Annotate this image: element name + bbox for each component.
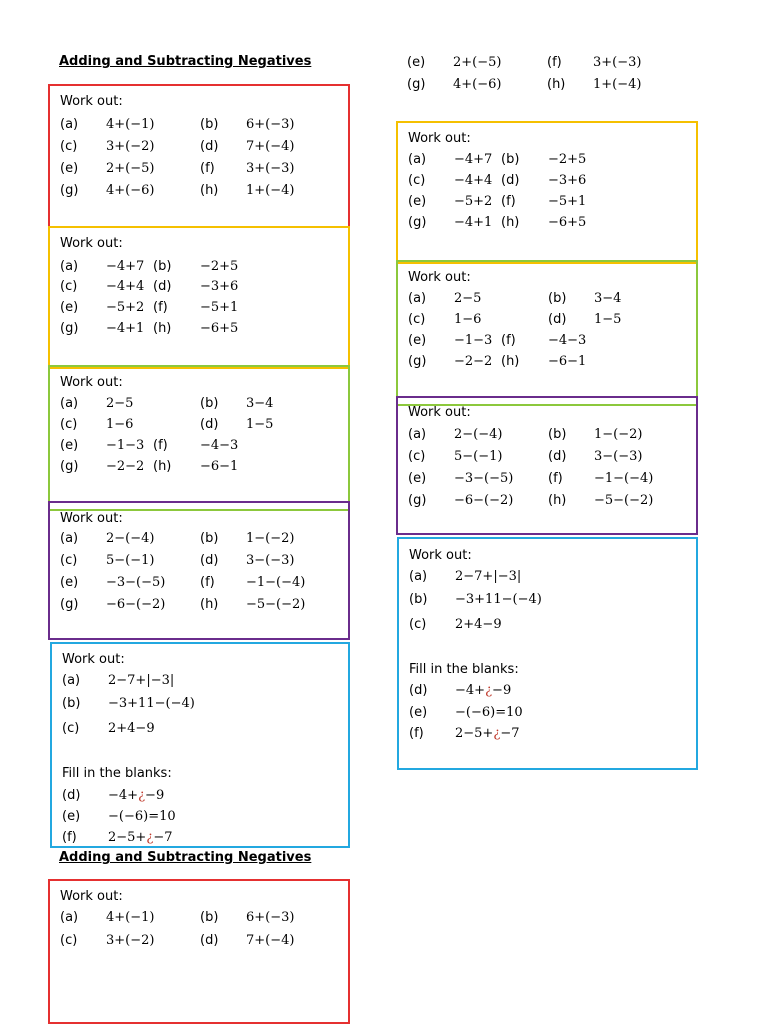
- expression-text: −4+7: [106, 259, 145, 274]
- expression-text: −2−2: [454, 354, 493, 369]
- expression-text: 7+(−4): [246, 933, 295, 948]
- question-label: (d): [501, 173, 520, 188]
- question-label: (a): [60, 531, 79, 546]
- question-label: (f): [547, 55, 562, 70]
- question-label: (b): [200, 531, 219, 546]
- expression-text: 2+4−9: [108, 721, 155, 736]
- expression-text: 2−7+|−3|: [455, 569, 522, 584]
- expression-text: −5−(−2): [246, 597, 306, 612]
- question-label: (d): [200, 933, 219, 948]
- expression-text: −(−6)=10: [455, 705, 523, 720]
- expression-text: 6+(−3): [246, 910, 295, 925]
- exercise-box-subtracting-negatives: [48, 501, 350, 640]
- expression-text: −7: [500, 726, 520, 741]
- question-label: (d): [153, 279, 172, 294]
- question-label: (a): [60, 117, 79, 132]
- expression-text: 7+(−4): [246, 139, 295, 154]
- question-label: (g): [408, 493, 427, 508]
- expression-text: −3−(−5): [454, 471, 514, 486]
- question-label: (f): [548, 471, 563, 486]
- question-label: (g): [60, 183, 79, 198]
- expression-text: −3+6: [200, 279, 239, 294]
- work-out-heading: Work out:: [60, 375, 123, 390]
- expression-text: −(−6)=10: [108, 809, 176, 824]
- expression-text: −4+1: [454, 215, 493, 230]
- work-out-heading: Work out:: [60, 236, 123, 251]
- expression-text: [455, 683, 511, 698]
- expression-text: −4+1: [106, 321, 145, 336]
- expression-text: ¿: [485, 683, 493, 698]
- expression-text: −4+: [455, 683, 486, 698]
- question-label: (a): [60, 910, 79, 925]
- question-label: (g): [408, 354, 427, 369]
- question-label: (e): [60, 438, 79, 453]
- question-label: (h): [153, 459, 172, 474]
- question-label: (e): [408, 194, 427, 209]
- expression-text: −4−3: [200, 438, 239, 453]
- expression-text: −5−(−2): [594, 493, 654, 508]
- expression-text: −9: [492, 683, 512, 698]
- expression-text: −6+5: [200, 321, 239, 336]
- expression-text: 2−5+: [455, 726, 494, 741]
- question-label: (e): [408, 471, 427, 486]
- expression-text: [455, 726, 519, 741]
- question-label: (b): [200, 396, 219, 411]
- expression-text: −4+: [108, 788, 139, 803]
- expression-text: 6+(−3): [246, 117, 295, 132]
- expression-text: 3−(−3): [246, 553, 295, 568]
- expression-text: −4+4: [454, 173, 493, 188]
- expression-text: −5+1: [548, 194, 587, 209]
- question-label: (e): [60, 300, 79, 315]
- exercise-box-mixed: [50, 642, 350, 848]
- question-label: (g): [408, 215, 427, 230]
- expression-text: 2−5+: [108, 830, 147, 845]
- question-label: (c): [60, 139, 78, 154]
- work-out-heading: Work out:: [408, 405, 471, 420]
- question-label: (b): [200, 117, 219, 132]
- question-label: (f): [153, 438, 168, 453]
- expression-text: 2+(−5): [106, 161, 155, 176]
- expression-text: 4+(−6): [453, 77, 502, 92]
- expression-text: 2−(−4): [454, 427, 503, 442]
- expression-text: −5+2: [106, 300, 145, 315]
- question-label: (f): [62, 830, 77, 845]
- expression-text: −5+1: [200, 300, 239, 315]
- expression-text: −6−1: [200, 459, 239, 474]
- expression-text: −3+6: [548, 173, 587, 188]
- expression-text: ¿: [138, 788, 146, 803]
- question-label: (f): [200, 161, 215, 176]
- exercise-box-negative-start: [48, 226, 350, 369]
- expression-text: −1−(−4): [594, 471, 654, 486]
- expression-text: ¿: [493, 726, 501, 741]
- question-label: (a): [60, 259, 79, 274]
- question-label: (e): [60, 161, 79, 176]
- expression-text: 1−6: [106, 417, 134, 432]
- question-label: (d): [200, 139, 219, 154]
- question-label: (e): [407, 55, 426, 70]
- expression-text: −6−1: [548, 354, 587, 369]
- expression-text: −6−(−2): [106, 597, 166, 612]
- expression-text: 1+(−4): [593, 77, 642, 92]
- expression-text: −1−3: [454, 333, 493, 348]
- expression-text: 1−5: [594, 312, 622, 327]
- expression-text: 3−(−3): [594, 449, 643, 464]
- question-label: (b): [200, 910, 219, 925]
- expression-text: −7: [153, 830, 173, 845]
- question-label: (c): [60, 553, 78, 568]
- question-label: (b): [548, 291, 567, 306]
- question-label: (d): [548, 312, 567, 327]
- expression-text: [455, 705, 523, 720]
- expression-text: 3+(−2): [106, 933, 155, 948]
- question-label: (a): [60, 396, 79, 411]
- expression-text: ¿: [146, 830, 154, 845]
- exercise-box-subtraction: [48, 365, 350, 511]
- question-label: (h): [501, 354, 520, 369]
- expression-text: 3−4: [246, 396, 274, 411]
- expression-text: 1−(−2): [594, 427, 643, 442]
- question-label: (a): [409, 569, 428, 584]
- work-out-heading: Work out:: [62, 652, 125, 667]
- exercise-box-adding-negatives-repeat: [48, 879, 350, 1024]
- question-label: (b): [501, 152, 520, 167]
- question-label: (g): [407, 77, 426, 92]
- question-label: (c): [60, 417, 78, 432]
- question-label: (e): [408, 333, 427, 348]
- expression-text: −2+5: [548, 152, 587, 167]
- question-label: (f): [200, 575, 215, 590]
- expression-text: −1−(−4): [246, 575, 306, 590]
- question-label: (h): [200, 183, 219, 198]
- expression-text: 1−(−2): [246, 531, 295, 546]
- expression-text: 3+(−2): [106, 139, 155, 154]
- question-label: (c): [408, 449, 426, 464]
- work-out-heading: Work out:: [60, 511, 123, 526]
- question-label: (d): [200, 553, 219, 568]
- question-label: (f): [153, 300, 168, 315]
- work-out-heading: Work out:: [60, 94, 123, 109]
- question-label: (b): [409, 592, 428, 607]
- expression-text: 3+(−3): [246, 161, 295, 176]
- expression-text: 2+(−5): [453, 55, 502, 70]
- exercise-box-negative-start-right: [396, 121, 698, 264]
- expression-text: −3+11−(−4): [455, 592, 542, 607]
- expression-text: −2−2: [106, 459, 145, 474]
- question-label: (e): [62, 809, 81, 824]
- question-label: (h): [501, 215, 520, 230]
- question-label: (d): [62, 788, 81, 803]
- question-label: (f): [501, 333, 516, 348]
- question-label: (b): [548, 427, 567, 442]
- expression-text: 3−4: [594, 291, 622, 306]
- question-label: (a): [408, 427, 427, 442]
- work-out-heading: Work out:: [408, 270, 471, 285]
- expression-text: 5−(−1): [454, 449, 503, 464]
- expression-text: −4−3: [548, 333, 587, 348]
- question-label: (g): [60, 321, 79, 336]
- exercise-box-adding-negatives: [48, 84, 350, 228]
- exercise-box-mixed-right: [397, 537, 698, 770]
- question-label: (d): [548, 449, 567, 464]
- question-label: (h): [548, 493, 567, 508]
- expression-text: [108, 830, 172, 845]
- expression-text: −3+11−(−4): [108, 696, 195, 711]
- expression-text: −9: [145, 788, 165, 803]
- expression-text: −5+2: [454, 194, 493, 209]
- question-label: (e): [409, 705, 428, 720]
- list-item: [407, 55, 697, 75]
- expression-text: 2−7+|−3|: [108, 673, 175, 688]
- expression-text: 1−5: [246, 417, 274, 432]
- list-item: [407, 77, 697, 97]
- question-label: (c): [60, 279, 78, 294]
- question-label: (b): [153, 259, 172, 274]
- exercise-box-subtraction-right: [396, 260, 698, 406]
- expression-text: 1+(−4): [246, 183, 295, 198]
- expression-text: −1−3: [106, 438, 145, 453]
- expression-text: [108, 809, 176, 824]
- question-label: (d): [409, 683, 428, 698]
- expression-text: −2+5: [200, 259, 239, 274]
- expression-text: 4+(−1): [106, 910, 155, 925]
- question-label: (b): [62, 696, 81, 711]
- expression-text: −6−(−2): [454, 493, 514, 508]
- question-label: (d): [200, 417, 219, 432]
- question-label: (g): [60, 597, 79, 612]
- question-label: (c): [409, 617, 427, 632]
- expression-text: 2−(−4): [106, 531, 155, 546]
- work-out-heading: Work out:: [60, 889, 123, 904]
- page-title: Adding and Subtracting Negatives: [59, 54, 312, 69]
- expression-text: −3−(−5): [106, 575, 166, 590]
- work-out-heading: Work out:: [408, 131, 471, 146]
- question-label: (a): [62, 673, 81, 688]
- question-label: (h): [200, 597, 219, 612]
- expression-text: 1−6: [454, 312, 482, 327]
- expression-text: 5−(−1): [106, 553, 155, 568]
- fill-blanks-heading: Fill in the blanks:: [409, 662, 519, 677]
- expression-text: [108, 788, 164, 803]
- question-label: (c): [408, 173, 426, 188]
- expression-text: −6+5: [548, 215, 587, 230]
- expression-text: 4+(−1): [106, 117, 155, 132]
- expression-text: 2+4−9: [455, 617, 502, 632]
- expression-text: 3+(−3): [593, 55, 642, 70]
- expression-text: −4+4: [106, 279, 145, 294]
- question-label: (c): [408, 312, 426, 327]
- work-out-heading: Work out:: [409, 548, 472, 563]
- expression-text: −4+7: [454, 152, 493, 167]
- question-label: (h): [547, 77, 566, 92]
- expression-text: 4+(−6): [106, 183, 155, 198]
- fill-blanks-heading: Fill in the blanks:: [62, 766, 172, 781]
- question-label: (f): [501, 194, 516, 209]
- question-label: (g): [60, 459, 79, 474]
- question-label: (e): [60, 575, 79, 590]
- question-label: (a): [408, 291, 427, 306]
- question-label: (c): [62, 721, 80, 736]
- expression-text: 2−5: [454, 291, 482, 306]
- question-label: (a): [408, 152, 427, 167]
- question-label: (c): [60, 933, 78, 948]
- question-label: (h): [153, 321, 172, 336]
- exercise-box-subtracting-negatives-right: [396, 396, 698, 535]
- expression-text: 2−5: [106, 396, 134, 411]
- page-title-repeat: Adding and Subtracting Negatives: [59, 850, 312, 865]
- question-label: (f): [409, 726, 424, 741]
